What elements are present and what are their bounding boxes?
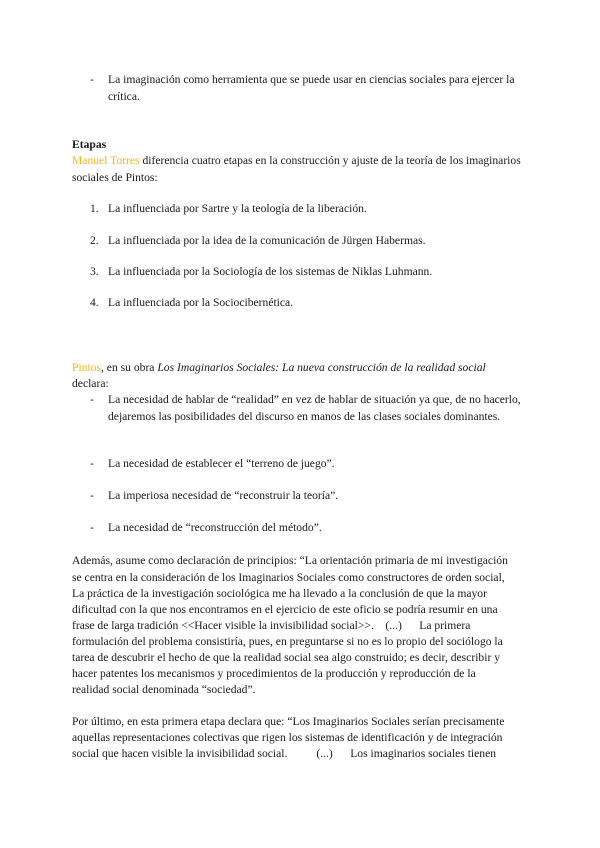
bullet-marker: - <box>90 393 94 406</box>
paragraph-line: frase de larga tradición <<Hacer visible la invisibilidad social>>. (...) La primera <box>72 619 471 632</box>
list-number: 1. <box>90 202 99 215</box>
paragraph-line: Por último, en esta primera etapa declara que: “Los Imaginarios Sociales serían precisamente <box>72 715 505 728</box>
paragraph-line: tarea de descubrir el hecho de que la realidad social sea algo construido; es decir, describir y <box>72 651 501 664</box>
list-number: 2. <box>90 234 99 247</box>
paragraph-line: realidad social denominada “sociedad”. <box>72 683 256 696</box>
bullet-text: La necesidad de “reconstrucción del método”. <box>108 521 322 534</box>
bullet-text: La necesidad de hablar de “realidad” en vez de hablar de situación ya que, de no hacerlo, dejaremos las posibilidades del discurso en manos de las clases sociales dominantes. <box>108 393 521 423</box>
pintos-intro <box>72 360 530 377</box>
bullet-text: La imperiosa necesidad de “reconstruir la teoría”. <box>108 489 339 502</box>
list-item-text: La influenciada por la idea de la comunicación de Jürgen Habermas. <box>108 234 426 247</box>
etapas-intro <box>72 153 530 186</box>
paragraph-line: social que hacen visible la invisibilidad social. (...) Los imaginarios sociales tienen <box>72 747 497 760</box>
etapas-intro-text: diferencia cuatro etapas en la construcción y ajuste de la teoría de los imaginarios sociales de Pintos: <box>72 154 521 184</box>
bullet-marker: - <box>90 457 94 470</box>
list-item-text: La influenciada por la Sociología de los sistemas de Niklas Luhmann. <box>108 265 433 278</box>
bullet-marker: - <box>90 489 94 502</box>
list-number: 3. <box>90 265 99 278</box>
work-title: Los Imaginarios Sociales: La nueva construcción de la realidad social <box>157 361 486 374</box>
section-heading-etapas: Etapas <box>72 138 107 151</box>
paragraph-line: aquellas representaciones colectivas que rigen los sistemas de identificación y de integración <box>72 731 503 744</box>
paragraph-line: hacer patentes los mecanismos y procedimientos de la producción y reproducción de la <box>72 667 476 680</box>
author-link-pintos[interactable]: Pintos <box>72 361 101 374</box>
paragraph-line: Además, asume como declaración de principios: “La orientación primaria de mi investigación <box>72 554 508 567</box>
bullet-text: La imaginación como herramienta que se puede usar en ciencias sociales para ejercer la crítica. <box>108 73 515 103</box>
bullet-marker: - <box>90 73 94 86</box>
author-link-manuel-torres[interactable]: Manuel Torres <box>72 154 140 167</box>
paragraph-line: La práctica de la investigación sociológica me ha llevado a la conclusión de que la mayor <box>72 587 487 600</box>
list-item-text: La influenciada por Sartre y la teología de la liberación. <box>108 202 367 215</box>
pintos-declara: declara: <box>72 377 109 390</box>
bullet-text: La necesidad de establecer el “terreno de juego”. <box>108 457 335 470</box>
list-number: 4. <box>90 296 99 309</box>
pintos-intro-pre: , en su obra <box>101 361 158 374</box>
paragraph-line: formulación del problema consistiría, pues, en preguntarse si no es lo propio del sociólogo la <box>72 635 503 648</box>
paragraph-line: dificultad con la que nos encontramos en el ejercicio de este oficio se podría resumir en una <box>72 603 498 616</box>
list-item-text: La influenciada por la Sociocibernética. <box>108 296 294 309</box>
paragraph-line: se centra en la consideración de los Imaginarios Sociales como constructores de orden social, <box>72 571 505 584</box>
bullet-marker: - <box>90 521 94 534</box>
